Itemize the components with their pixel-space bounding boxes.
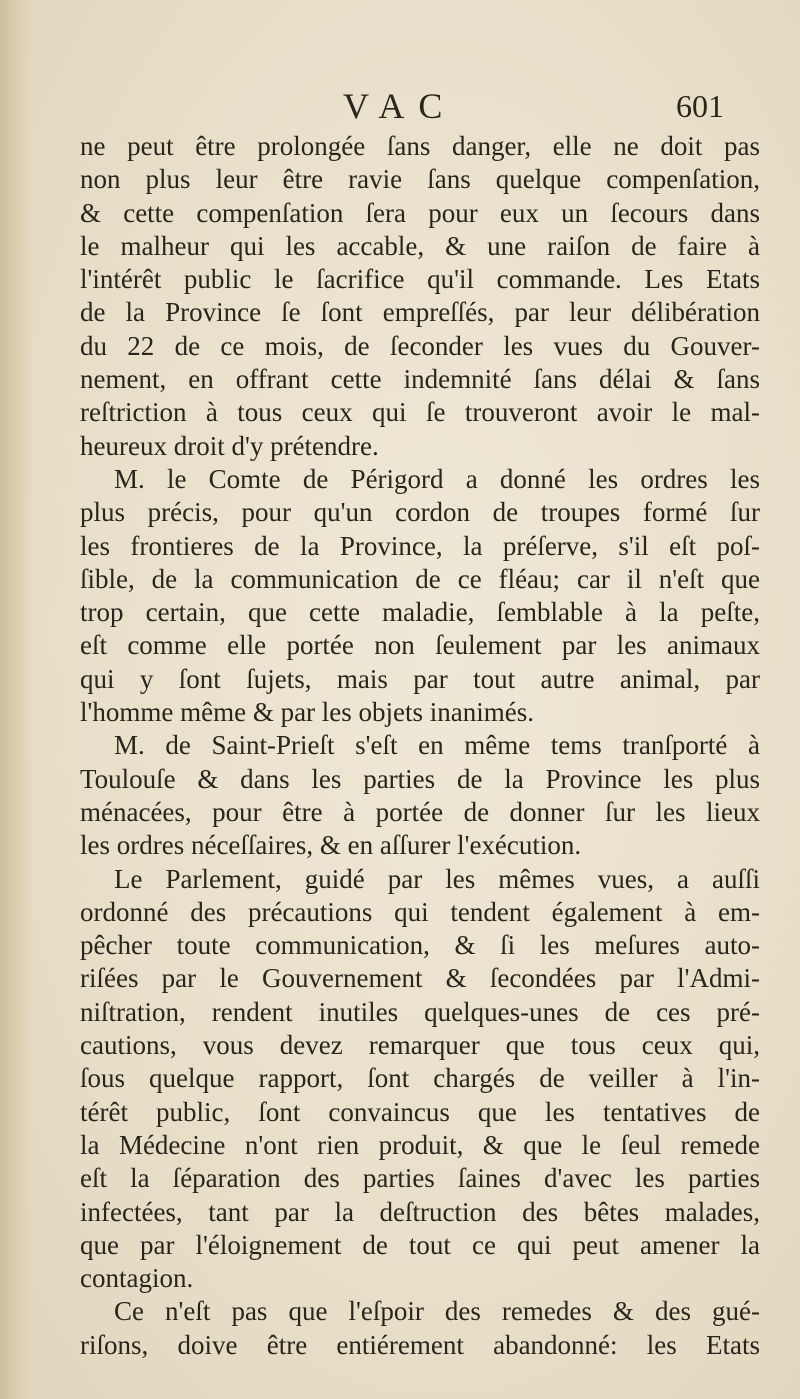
text-line: le malheur qui les accable, & une raiſon de faire à (80, 230, 760, 261)
text-line: pêcher toute communication, & ſi les meſures auto- (80, 930, 760, 961)
text-line: les frontieres de la Province, la préſerve, s'il eſt poſ- (80, 530, 760, 561)
text-line: contagion. (80, 1263, 194, 1294)
text-line: eſt la ſéparation des parties ſaines d'avec les parties (80, 1163, 760, 1194)
text-line: cautions, vous devez remarquer que tous ceux qui, (80, 1030, 760, 1061)
text-line: Ce n'eſt pas que l'eſpoir des remedes & des gué- (114, 1296, 760, 1327)
text-line: les ordres néceſſaires, & en aſſurer l'exécution. (80, 830, 582, 861)
text-line: que par l'éloignement de tout ce qui peut amener la (80, 1229, 760, 1260)
text-line: reſtriction à tous ceux qui ſe trouveront avoir le mal- (80, 397, 760, 428)
text-line: qui y ſont ſujets, mais par tout autre animal, par (80, 663, 760, 694)
text-line: la Médecine n'ont rien produit, & que le ſeul remede (80, 1129, 760, 1160)
text-line: ſible, de la communication de ce fléau; car il n'eſt que (80, 563, 760, 594)
text-line: de la Province ſe ſont empreſſés, par leur délibération (80, 297, 760, 328)
text-line: & cette compenſation ſera pour eux un ſecours dans (80, 197, 760, 228)
text-line: M. de Saint-Prieſt s'eſt en même tems tranſporté à (114, 730, 760, 761)
text-line: riſées par le Gouvernement & ſecondées par l'Admi- (80, 963, 760, 994)
page-number: 601 (676, 88, 724, 124)
text-line: heureux droit d'y prétendre. (80, 430, 379, 461)
text-line: du 22 de ce mois, de ſeconder les vues du Gouver- (80, 330, 760, 361)
text-line: ſous quelque rapport, ſont chargés de veiller à l'in- (80, 1063, 760, 1094)
text-line: niſtration, rendent inutiles quelques-unes de ces pré- (80, 996, 760, 1027)
page-binding-shadow (0, 0, 34, 1399)
text-line: trop certain, que cette maladie, ſemblable à la peſte, (80, 597, 760, 628)
text-line: nement, en offrant cette indemnité ſans délai & ſans (80, 364, 760, 395)
text-line: riſons, doive être entiérement abandonné: les Etats (80, 1329, 760, 1360)
text-line: Le Parlement, guidé par les mêmes vues, a auſſi (114, 863, 760, 894)
running-head: VAC (343, 86, 457, 126)
text-line: M. le Comte de Périgord a donné les ordres les (114, 463, 760, 494)
text-line: ordonné des précautions qui tendent également à em- (80, 896, 760, 927)
text-line: infectées, tant par la deſtruction des bêtes malades, (80, 1196, 760, 1227)
page-header (0, 84, 800, 128)
text-line: eſt comme elle portée non ſeulement par les animaux (80, 630, 760, 661)
text-line: l'intérêt public le ſacrifice qu'il commande. Les Etats (80, 264, 760, 295)
body-text (80, 130, 760, 1362)
text-line: plus précis, pour qu'un cordon de troupes formé ſur (80, 497, 760, 528)
text-line: ménacées, pour être à portée de donner ſur les lieux (80, 796, 760, 827)
text-line: l'homme même & par les objets inanimés. (80, 697, 535, 728)
text-line: Toulouſe & dans les parties de la Province les plus (80, 763, 760, 794)
text-line: ne peut être prolongée ſans danger, elle ne doit pas (80, 131, 760, 161)
text-line: non plus leur être ravie ſans quelque compenſation, (80, 164, 760, 195)
text-line: térêt public, ſont convaincus que les tentatives de (80, 1096, 760, 1127)
